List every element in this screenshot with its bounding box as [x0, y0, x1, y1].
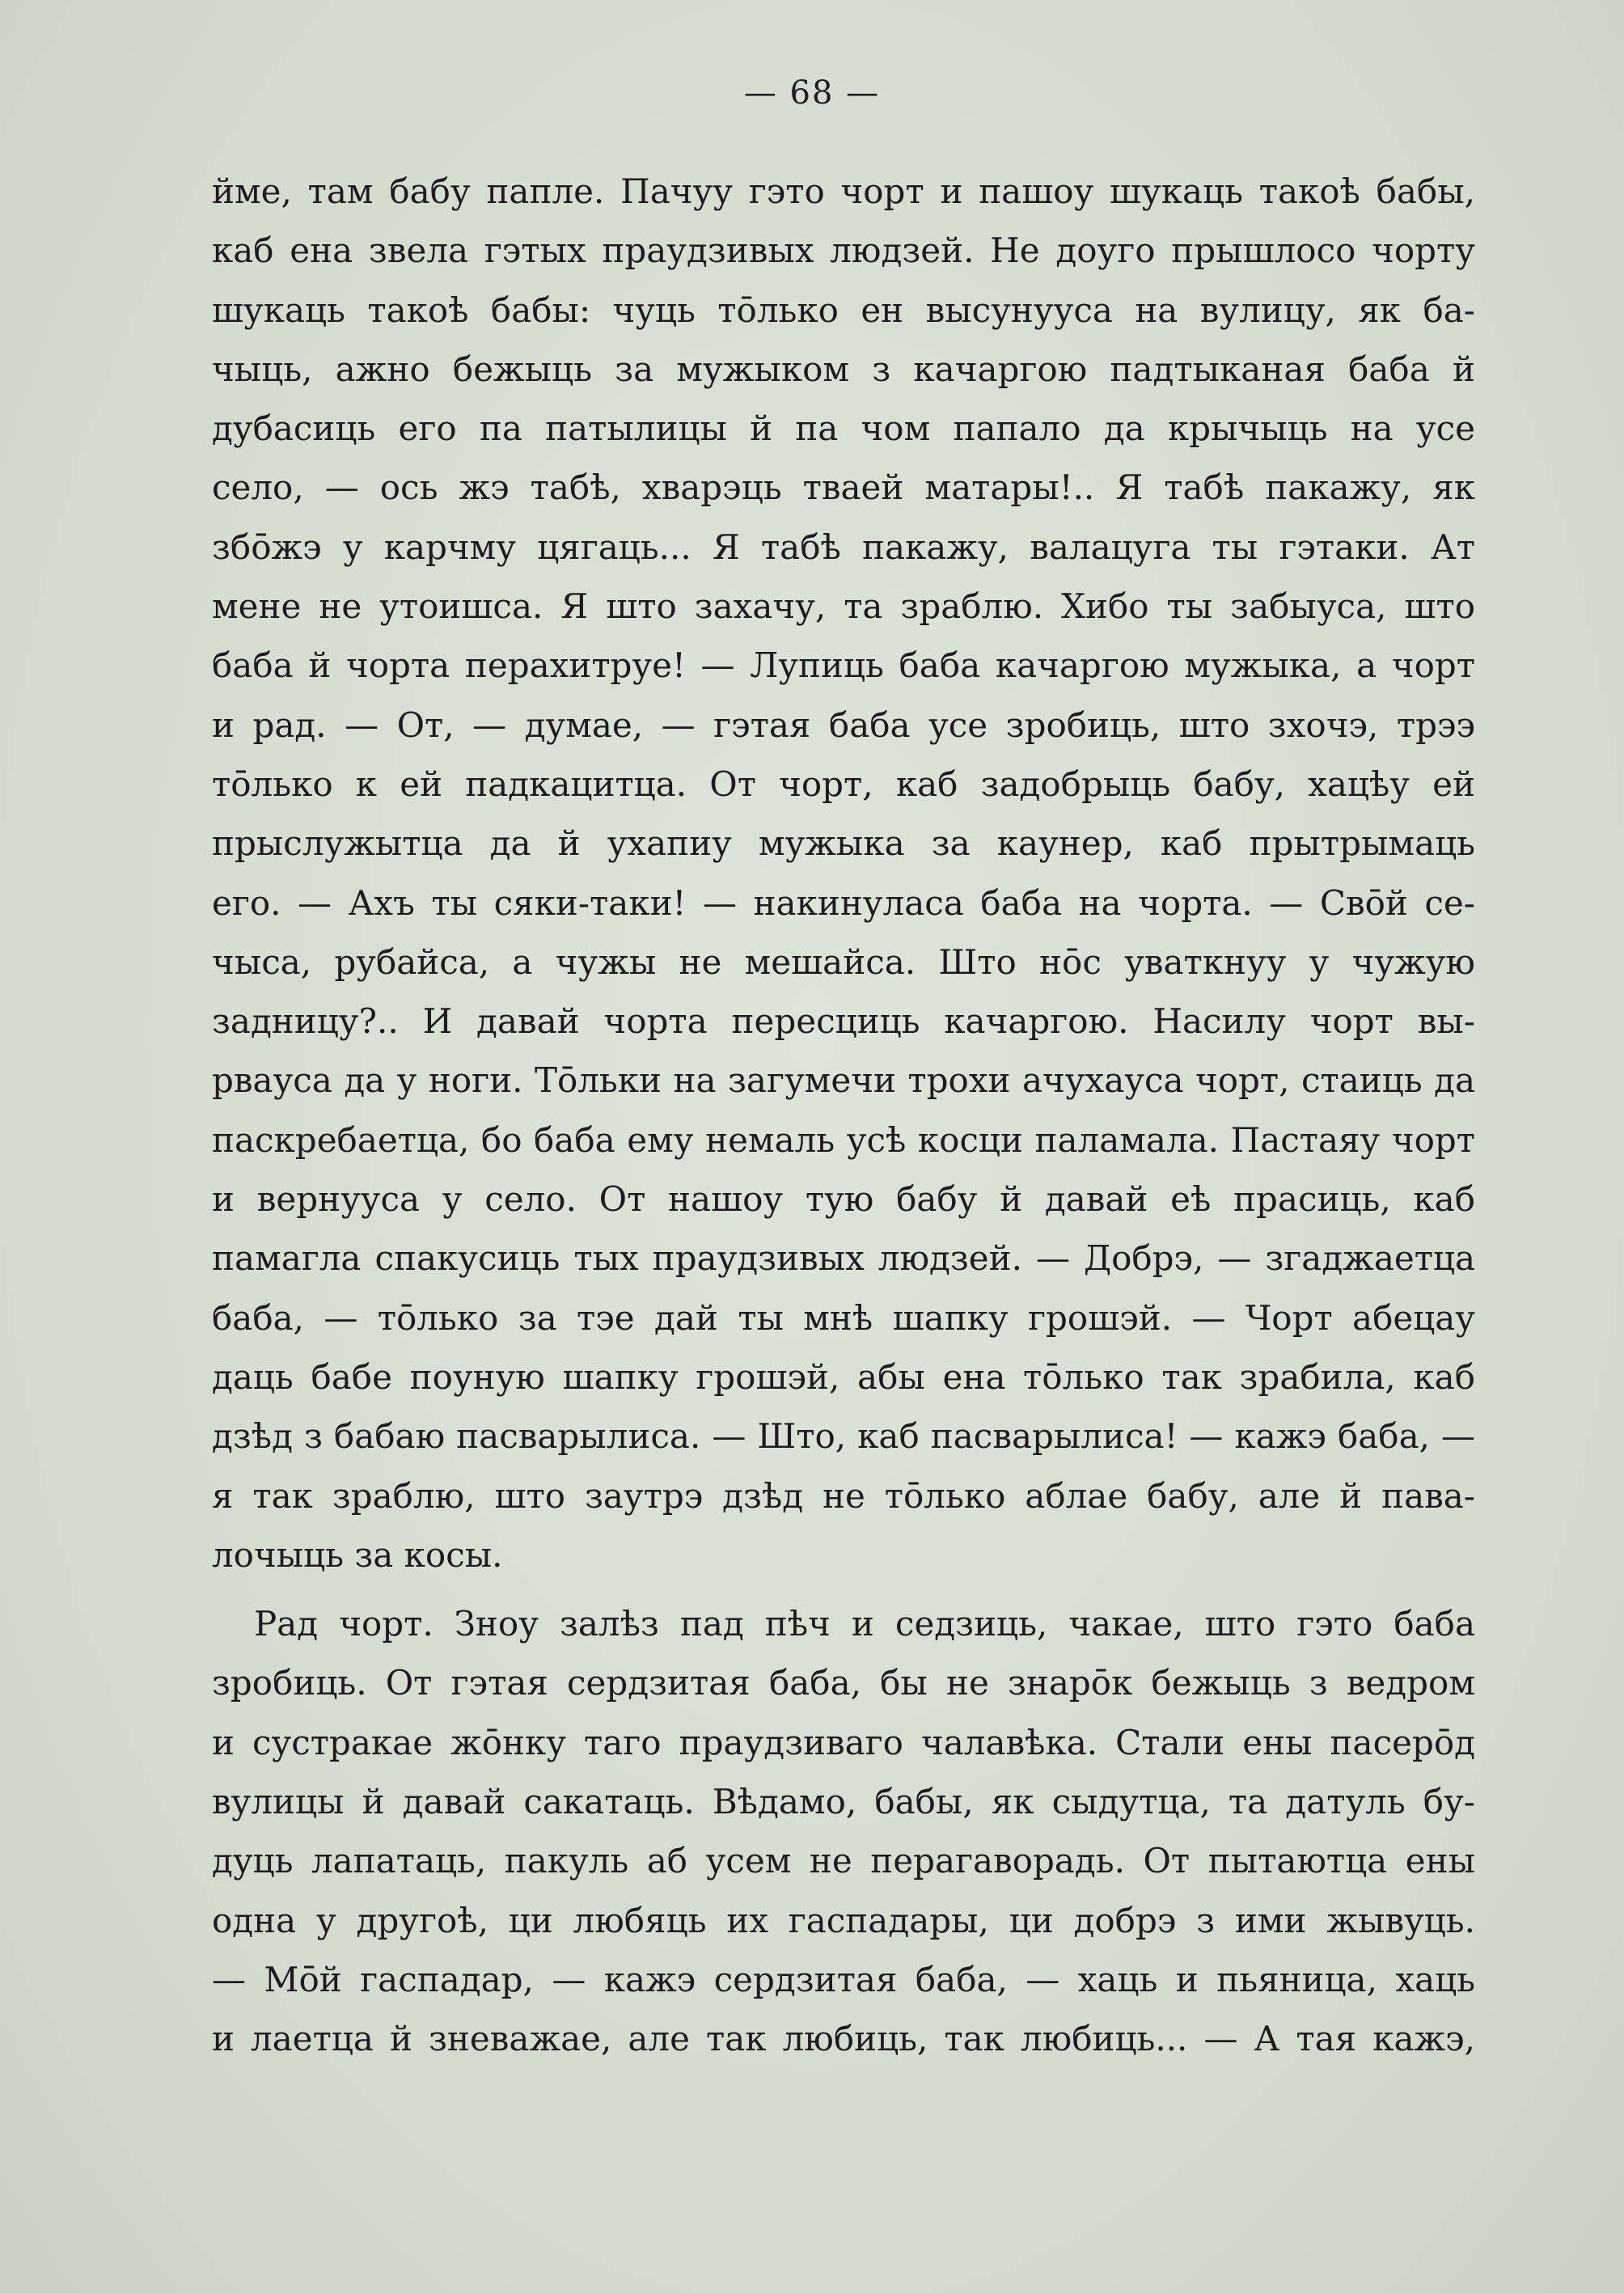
paragraph-2 — [212, 1594, 1475, 2068]
text-line: тōлько к ей падкацитца. От чорт, каб задобрыць бабу, хацѣу ей — [212, 764, 1475, 804]
text-line: прыслужытца да й ухапиу мужыка за каунер, каб прытрымаць — [212, 823, 1475, 864]
body-text — [212, 162, 1475, 2069]
text-line: йме, там бабу папле. Пачуу гэто чорт и пашоу шукаць такоѣ бабы, — [212, 171, 1475, 211]
page-number: — 68 — — [743, 74, 881, 112]
text-line: даць бабе поуную шапку грошэй, абы ена тōлько так зрабила, каб — [212, 1356, 1475, 1397]
text-line: каб ена звела гэтых праудзивых людзей. Не доуго прышлосо чорту — [212, 231, 1475, 271]
text-line: село, — ось жэ табѣ, хварэць тваей матары!.. Я табѣ пакажу, як — [212, 467, 1475, 508]
text-line: задницу?.. И давай чорта пересциць качаргою. Насилу чорт вы- — [212, 1001, 1475, 1042]
text-line: — Мōй гаспадар, — кажэ сердзитая баба, — хаць и пьяница, хаць — [212, 1959, 1475, 1999]
text-line: чыса, рубайса, а чужы не мешайса. Што нōс уваткнуу у чужую — [212, 941, 1475, 982]
text-line: зробиць. От гэтая сердзитая баба, бы не знарōк бежыць з ведром — [212, 1663, 1475, 1703]
text-line: и сустракае жōнку таго праудзиваго чалавѣка. Стали ены пасерōд — [212, 1722, 1475, 1762]
text-line: чыць, ажно бежыць за мужыком з качаргою падтыканая баба й — [212, 349, 1475, 389]
text-line: дуць лапатаць, пакуль аб усем не перагаворадь. От пытаютца ены — [212, 1841, 1475, 1881]
text-line: шукаць такоѣ бабы: чуць тōлько ен высунууса на вулицу, як ба- — [212, 290, 1475, 330]
text-line: и рад. — От, — думае, — гэтая баба усе зробиць, што зхочэ, трээ — [212, 704, 1475, 745]
text-line: лочыць за косы. — [212, 1534, 503, 1575]
text-line: рвауса да у ноги. Тōльки на загумечи трохи ачухауса чорт, стаиць да — [212, 1060, 1475, 1101]
text-line: и лаетца й зневажае, але так любиць, так любиць... — А тая кажэ, — [212, 2019, 1475, 2059]
text-line: Рад чорт. Зноу залѣз пад пѣч и седзиць, чакае, што гэто баба — [254, 1604, 1475, 1644]
paragraph-1 — [212, 162, 1475, 1584]
text-line: его. — Ахъ ты сяки-таки! — накинуласа баба на чорта. — Свōй се- — [212, 882, 1475, 923]
text-line: вулицы й давай сакатаць. Вѣдамо, бабы, як сыдутца, та датуль бу- — [212, 1782, 1475, 1822]
text-line: дубасиць его па патылицы й па чом папало да крычыць на усе — [212, 408, 1475, 449]
text-line: баба, — тōлько за тэе дай ты мнѣ шапку грошэй. — Чорт абецау — [212, 1297, 1475, 1338]
text-line: паскребаетца, бо баба ему немаль усѣ косци паламала. Пастаяу чорт — [212, 1119, 1475, 1160]
text-line: я так зраблю, што заутрэ дзѣд не тōлько аблае бабу, але й пава- — [212, 1475, 1475, 1516]
text-line: баба й чорта перахитруе! — Лупиць баба качаргою мужыка, а чорт — [212, 645, 1475, 686]
text-line: дзѣд з бабаю пасварылиса. — Што, каб пасварылиса! — кажэ баба, — — [212, 1416, 1475, 1457]
text-line: и вернууса у село. От нашоу тую бабу й давай еѣ прасиць, каб — [212, 1179, 1475, 1220]
text-line: мене не утоишса. Я што захачу, та зраблю. Хибо ты забыуса, што — [212, 586, 1475, 627]
text-line: збōжэ у карчму цягаць... Я табѣ пакажу, валацуга ты гэтаки. Ат — [212, 527, 1475, 567]
text-line: одна у другоѣ, ци любяць их гаспадары, ци добрэ з ими жывуць. — [212, 1900, 1475, 1940]
text-line: памагла спакусиць тых праудзивых людзей. — Добрэ, — згаджаетца — [212, 1238, 1475, 1279]
